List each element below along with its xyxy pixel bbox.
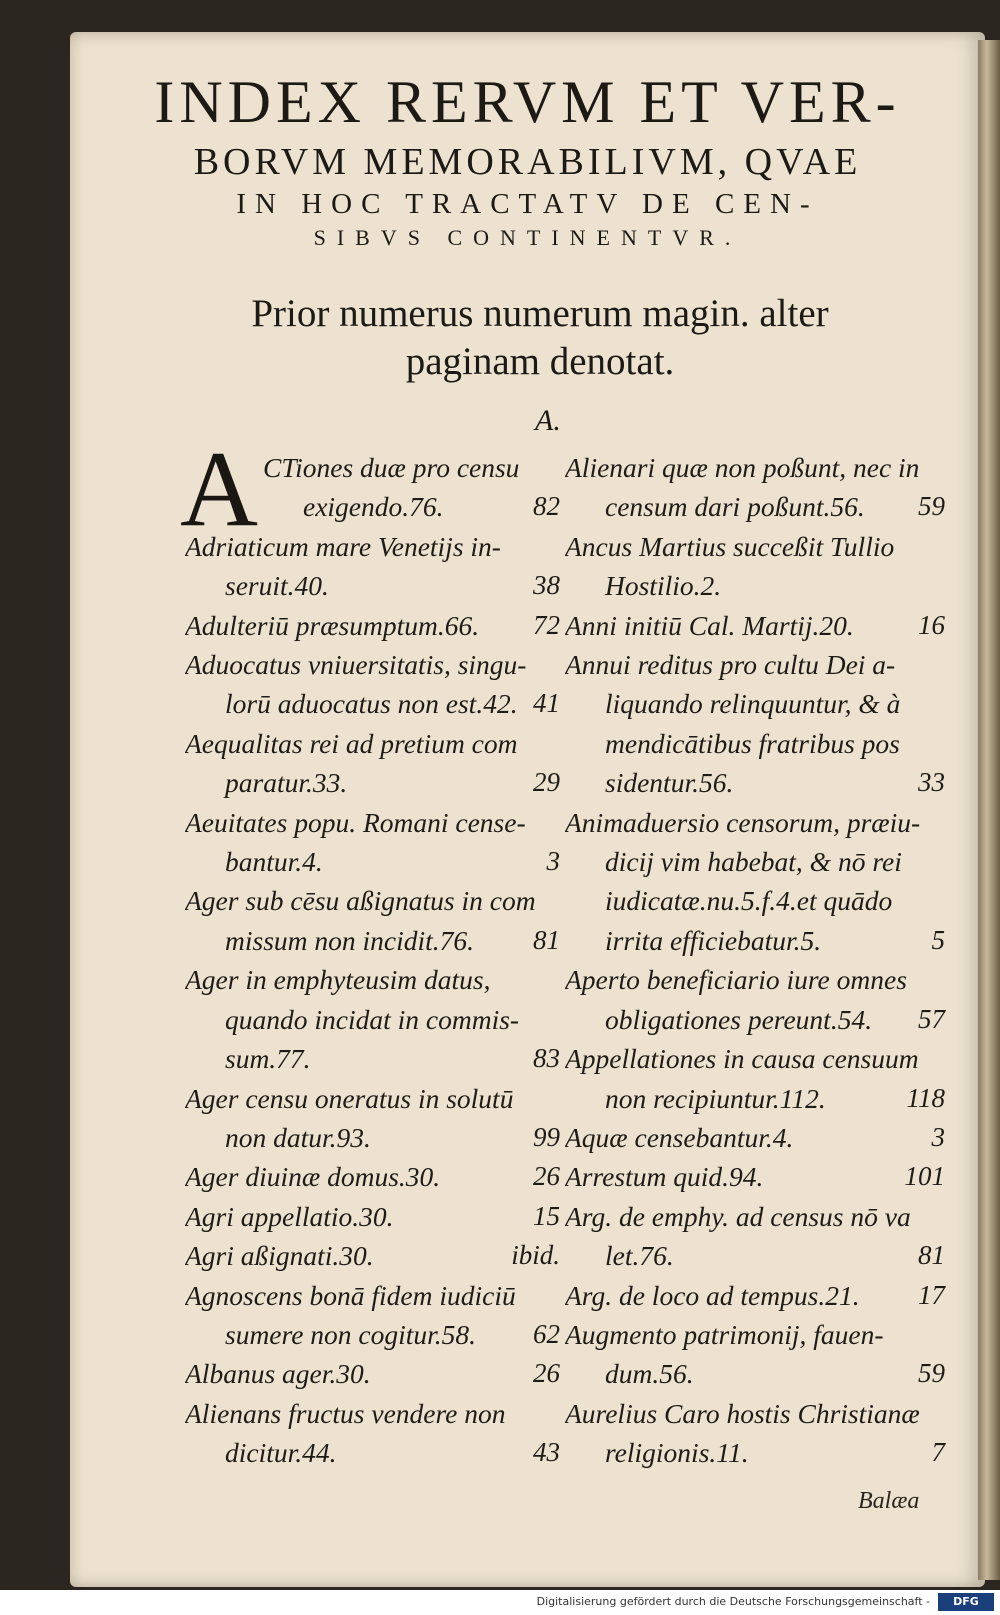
entry-text-line: Agnoscens bonā fidem iudiciū <box>185 1279 516 1311</box>
index-entry <box>565 803 945 961</box>
index-column-right <box>565 448 945 1473</box>
index-entry <box>185 645 560 724</box>
entry-page-number: 81 <box>918 1240 945 1271</box>
page-edge <box>978 40 1000 1580</box>
entry-page-number: 118 <box>906 1082 945 1113</box>
index-entry <box>185 960 560 1078</box>
entry-page-number: 38 <box>533 570 560 601</box>
entry-text-line: Ager in emphyteusim datus, <box>185 964 491 996</box>
index-entry <box>565 1197 945 1276</box>
entry-text-line: Ager sub cēsu aßignatus in com <box>185 885 536 917</box>
entry-text-line: Alienari quæ non poßunt, nec in <box>565 452 920 483</box>
entry-text-line: Appellationes in causa censuum <box>565 1043 919 1075</box>
index-entry <box>565 606 945 645</box>
entry-text-line: Adriaticum mare Venetijs in- <box>185 530 501 562</box>
index-entry <box>565 1039 945 1118</box>
entry-text-line: dum.56. <box>605 1358 694 1390</box>
index-entry <box>185 1276 560 1355</box>
title-line-3: IN HOC TRACTATV DE CEN- <box>236 188 819 220</box>
entry-text-line: Arg. de loco ad tempus.21. <box>565 1279 860 1311</box>
footer-bar <box>0 1591 1000 1615</box>
entry-text-line: Animaduersio censorum, præiu- <box>565 806 921 838</box>
index-entry <box>185 1197 560 1236</box>
entry-text-line: Augmento patrimonij, fauen- <box>565 1318 884 1350</box>
entry-text-line: Adulteriū præsumptum.66. <box>185 609 480 641</box>
entry-page-number: 72 <box>533 609 560 640</box>
entry-text-line: Annui reditus pro cultu Dei a- <box>565 649 896 681</box>
entry-text-line: Aperto beneficiario iure omnes <box>565 964 907 996</box>
entry-page-number: 62 <box>533 1318 560 1349</box>
entry-page-number: 83 <box>533 1043 560 1074</box>
index-entry <box>185 1394 560 1473</box>
entry-text-line: religionis.11. <box>605 1437 749 1469</box>
index-entry <box>565 527 945 606</box>
index-entry <box>185 606 560 645</box>
drop-capital: A <box>180 430 258 549</box>
entry-text-line: non datur.93. <box>225 1121 371 1153</box>
entry-text-line: Aeuitates popu. Romani cense- <box>185 806 526 838</box>
index-entry <box>185 724 560 803</box>
entry-text-line: Aequalitas rei ad pretium com <box>185 727 518 759</box>
entry-text-line: irrita efficiebatur.5. <box>605 924 822 956</box>
entry-page-number: 16 <box>918 609 945 640</box>
entry-page-number: 15 <box>533 1200 560 1231</box>
entry-text-line: Aurelius Caro hostis Christianæ <box>565 1397 920 1429</box>
entry-text-line: mendicātibus fratribus pos <box>605 727 900 759</box>
index-entry <box>565 1157 945 1196</box>
title-line-1: INDEX RERVM ET VER- <box>154 69 901 135</box>
entry-text-line: sidentur.56. <box>605 767 734 799</box>
entry-page-number: 26 <box>533 1161 560 1192</box>
entry-text-line: seruit.40. <box>225 570 329 602</box>
catchword: Balæa <box>858 1488 920 1514</box>
index-entry <box>565 448 945 527</box>
subtitle-line-2: paginam denotat. <box>405 340 675 383</box>
entry-page-number: 101 <box>904 1161 945 1192</box>
entry-page-number: 59 <box>918 1358 945 1389</box>
entry-page-number: 5 <box>931 924 945 955</box>
entry-page-number: ibid. <box>511 1240 560 1271</box>
entry-text-line: dicij vim habebat, & nō rei <box>605 846 902 878</box>
entry-text-line: sum.77. <box>225 1043 311 1075</box>
entry-text-line: dicitur.44. <box>225 1437 337 1469</box>
index-entry <box>185 527 560 606</box>
entry-page-number: 59 <box>918 491 945 522</box>
entry-text-line: quando incidat in commis- <box>225 1003 520 1035</box>
entry-page-number: 7 <box>931 1437 945 1468</box>
entry-page-number: 43 <box>533 1437 560 1468</box>
entry-text-line: Ager diuinæ domus.30. <box>185 1161 441 1193</box>
entry-text-line: censum dari poßunt.56. <box>605 491 865 523</box>
entry-text-line: bantur.4. <box>225 846 323 878</box>
entry-page-number: 17 <box>918 1279 945 1310</box>
index-entry <box>565 1394 945 1473</box>
entry-text-line: Alienans fructus vendere non <box>185 1397 506 1429</box>
entry-text-line: Arrestum quid.94. <box>565 1161 764 1193</box>
entry-text-line: Ancus Martius succeßit Tullio <box>565 530 895 562</box>
subtitle-line-1: Prior numerus numerum magin. alter <box>251 292 829 335</box>
footer-credit: Digitalisierung gefördert durch die Deutsche Forschungsgemeinschaft - <box>536 1595 930 1608</box>
entry-text-line: Agri appellatio.30. <box>185 1200 394 1232</box>
dfg-logo: DFG <box>938 1593 994 1611</box>
entry-page-number: 99 <box>533 1121 560 1152</box>
entry-text-line: Aduocatus vniuersitatis, singu- <box>185 649 527 681</box>
entry-page-number: 81 <box>533 924 560 955</box>
entry-page-number: 82 <box>533 491 560 522</box>
index-entry <box>185 803 560 882</box>
entry-text-line: missum non incidit.76. <box>225 924 475 956</box>
entry-page-number: 3 <box>931 1121 945 1152</box>
entry-page-number: 41 <box>533 688 560 719</box>
entry-text-line: Arg. de emphy. ad census nō va <box>565 1200 911 1232</box>
index-entry <box>185 1236 560 1275</box>
entry-text-line: Hostilio.2. <box>605 570 722 602</box>
entry-page-number: 33 <box>918 767 945 798</box>
entry-text-line: sumere non cogitur.58. <box>225 1318 477 1350</box>
entry-text-line: Agri aßignati.30. <box>185 1240 374 1272</box>
entry-text-line: non recipiuntur.112. <box>605 1082 826 1114</box>
entry-text-line: paratur.33. <box>225 767 348 799</box>
index-entry <box>185 448 560 527</box>
title-line-2: BORVM MEMORABILIVM, QVAE <box>193 141 862 183</box>
entry-page-number: 26 <box>533 1358 560 1389</box>
entry-text-line: iudicatæ.nu.5.f.4.et quādo <box>605 885 893 917</box>
section-letter: A. <box>535 404 561 437</box>
entry-text-line: lorū aduocatus non est.42. <box>225 688 518 720</box>
entry-text-line: Albanus ager.30. <box>185 1358 371 1390</box>
entry-text-line: exigendo.76. <box>303 491 444 523</box>
index-entry <box>565 960 945 1039</box>
index-entry <box>185 1157 560 1196</box>
index-entry <box>565 1276 945 1315</box>
entry-text-line: Aquæ censebantur.4. <box>565 1121 794 1153</box>
index-column-left <box>185 448 560 1473</box>
index-entry <box>565 1118 945 1157</box>
entry-text-line: obligationes pereunt.54. <box>605 1003 873 1035</box>
entry-page-number: 57 <box>918 1003 945 1034</box>
entry-text-line: Anni initiū Cal. Martij.20. <box>565 609 854 641</box>
index-entry <box>185 1079 560 1158</box>
index-entry <box>185 1354 560 1393</box>
index-entry <box>565 1315 945 1394</box>
entry-text-line: CTiones duæ pro censu <box>263 452 520 483</box>
entry-text-line: Ager censu oneratus in solutū <box>185 1082 514 1114</box>
title-line-4: SIBVS CONTINENTVR. <box>313 225 742 250</box>
entry-text-line: let.76. <box>605 1240 674 1272</box>
entry-page-number: 29 <box>533 767 560 798</box>
index-entry <box>185 881 560 960</box>
index-entry <box>565 645 945 803</box>
entry-page-number: 3 <box>546 846 560 877</box>
entry-text-line: liquando relinquuntur, & à <box>605 688 901 720</box>
